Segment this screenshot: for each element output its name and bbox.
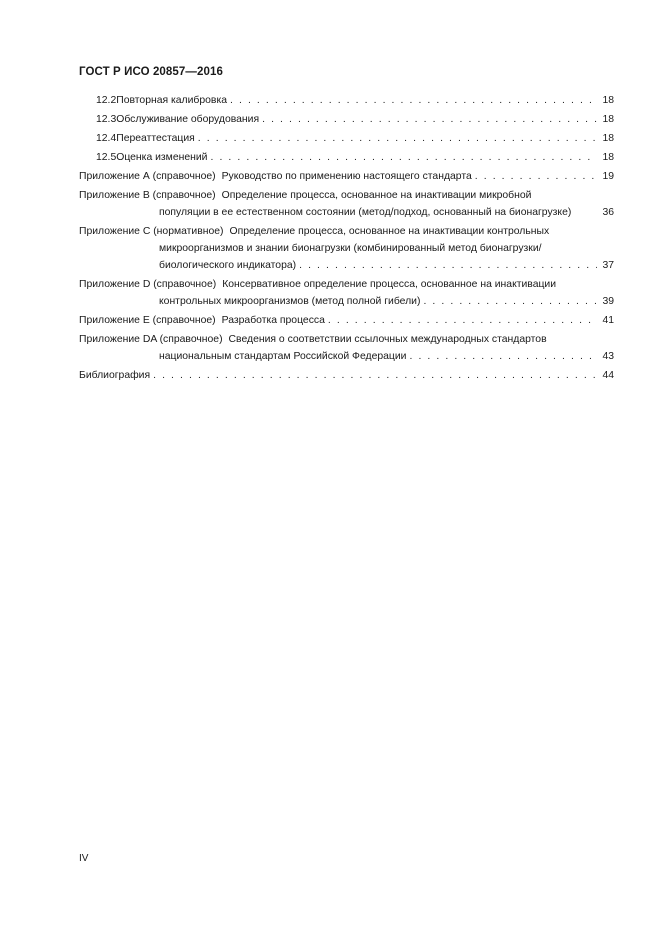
annex-title-line: контрольных микроорганизмов (метод полной гибели) (159, 296, 421, 307)
annex-title-line: микроорганизмов и знании бионагрузки (комбинированный метод бионагрузки/ (159, 243, 542, 254)
toc-entry-title: Оценка изменений (116, 152, 208, 163)
dot-leader (299, 257, 597, 274)
annex-prefix: Приложение Е (справочное) (79, 315, 216, 326)
toc-entry-page: 18 (602, 95, 614, 106)
toc-entry-page: 18 (602, 133, 614, 144)
toc-entry-title: Обслуживание оборудования (116, 114, 260, 125)
annex-title-line: Консервативное определение процесса, основанное на инактивации (222, 279, 557, 290)
annex-prefix: Приложение D (справочное) (79, 279, 217, 290)
annex-title-line: национальным стандартам Российской Федерации (159, 351, 407, 362)
toc-bibliography[interactable] (79, 367, 614, 384)
toc-entry-12-4[interactable] (79, 130, 614, 147)
document-header-title: ГОСТ Р ИСО 20857—2016 (79, 66, 224, 78)
toc-annex-da[interactable] (79, 331, 614, 365)
annex-title-line: Руководство по применению настоящего стандарта (221, 171, 472, 182)
toc-entry-page: 19 (602, 171, 614, 182)
toc-entry-12-5[interactable] (79, 149, 614, 166)
toc-annex-e[interactable] (79, 312, 614, 329)
toc-entry-number: 12.2 (96, 95, 117, 106)
dot-leader (423, 293, 597, 310)
annex-prefix: Приложение А (справочное) (79, 171, 216, 182)
annex-prefix: Приложение DA (справочное) (79, 334, 223, 345)
page-number: IV (79, 853, 89, 864)
toc-entry-page: 18 (602, 114, 614, 125)
toc-entry-page: 37 (602, 260, 614, 271)
annex-title-line: биологического индикатора) (159, 260, 297, 271)
toc-entry-number: 12.5 (96, 152, 117, 163)
toc-annex-b[interactable] (79, 187, 614, 221)
annex-title-line: популяции в ее естественном состоянии (метод/подход, основанный на бионагрузке) (159, 207, 572, 218)
toc-entry-page: 36 (602, 207, 614, 218)
toc-entry-title: Библиография (79, 370, 151, 381)
dot-leader (475, 168, 597, 185)
toc-entry-page: 41 (602, 315, 614, 326)
toc-entry-title: Переаттестация (116, 133, 195, 144)
dot-leader (153, 367, 597, 384)
dot-leader (230, 92, 597, 109)
toc-annex-d[interactable] (79, 276, 614, 310)
annex-title-line: Определение процесса, основанное на инактивации микробной (221, 190, 532, 201)
toc-annex-a[interactable] (79, 168, 614, 185)
toc-entry-page: 18 (602, 152, 614, 163)
annex-prefix: Приложение С (нормативное) (79, 226, 224, 237)
toc-entry-page: 44 (602, 370, 614, 381)
annex-title-line: Сведения о соответствии ссылочных международных стандартов (228, 334, 547, 345)
dot-leader (262, 111, 597, 128)
toc-entry-page: 39 (602, 296, 614, 307)
dot-leader (328, 312, 597, 329)
toc-entry-number: 12.4 (96, 133, 117, 144)
dot-leader (409, 348, 597, 365)
toc-entry-title: Повторная калибровка (116, 95, 228, 106)
annex-title-line: Определение процесса, основанное на инактивации контрольных (229, 226, 550, 237)
annex-prefix: Приложение В (справочное) (79, 190, 216, 201)
dot-leader (198, 130, 597, 147)
toc-entry-12-3[interactable] (79, 111, 614, 128)
toc-annex-c[interactable] (79, 223, 614, 274)
annex-title-line: Разработка процесса (221, 315, 325, 326)
table-of-contents (79, 92, 614, 386)
toc-entry-page: 43 (602, 351, 614, 362)
toc-entry-12-2[interactable] (79, 92, 614, 109)
dot-leader (210, 149, 597, 166)
toc-entry-number: 12.3 (96, 114, 117, 125)
